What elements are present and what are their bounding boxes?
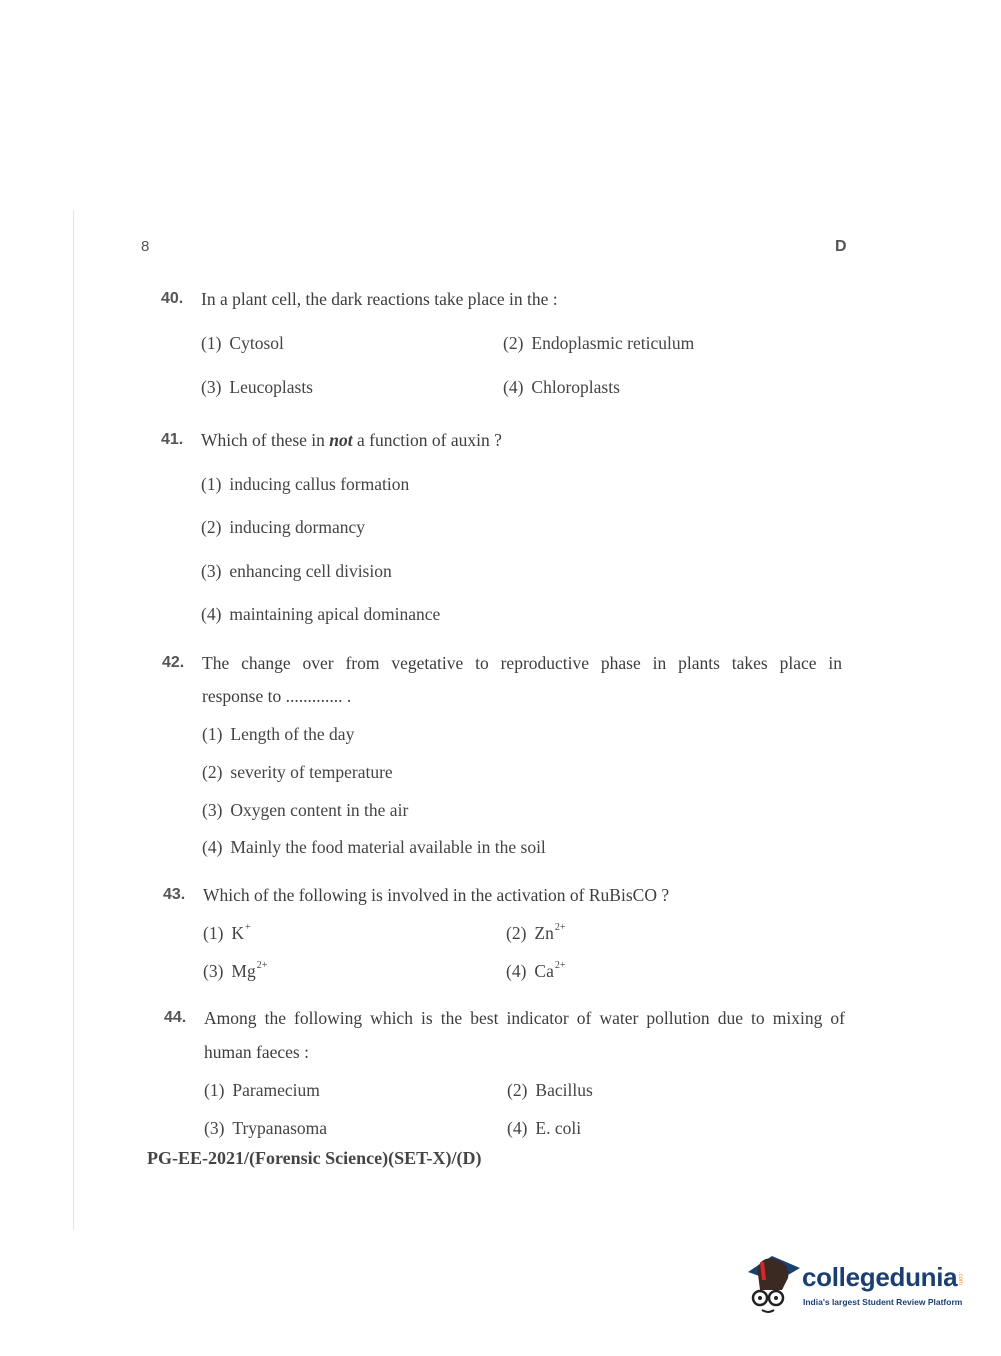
question-number: 44. [164,1009,187,1026]
option-charge: 2+ [554,960,566,971]
option-number: (3) [202,800,223,820]
option-1 [203,923,251,944]
option-charge: 2+ [256,960,268,971]
question-text-before: Which of these in [201,430,330,450]
option-text: Bacillus [535,1080,593,1100]
option-formula: Zn [534,923,554,943]
page-margin-line [73,210,74,1230]
option-3 [201,561,392,582]
option-2 [506,923,566,944]
option-4 [202,837,546,858]
option-text: inducing callus formation [229,474,410,494]
logo-brand-name: collegedunia [802,1262,958,1292]
option-1 [202,724,354,745]
set-code: D [835,238,847,255]
option-charge: 2+ [554,922,566,933]
collegedunia-logo [742,1250,972,1320]
option-3 [201,377,313,398]
option-number: (1) [201,474,222,494]
logo-tagline: India's largest Student Review Platform [803,1297,963,1307]
option-1 [201,333,284,354]
option-formula: K [231,923,245,943]
option-number: (1) [201,333,222,353]
logo-domain: .com [957,1272,963,1286]
mascot-icon [742,1250,804,1320]
footer-paper-code: PG-EE-2021/(Forensic Science)(SET-X)/(D) [147,1148,482,1168]
option-number: (1) [203,923,224,943]
option-number: (2) [503,333,524,353]
option-3 [202,800,408,821]
question-number: 41. [161,431,184,448]
option-text: Cytosol [229,333,284,353]
option-number: (3) [203,961,224,981]
option-number: (1) [204,1080,225,1100]
option-number: (4) [503,377,524,397]
option-3 [204,1118,327,1139]
option-formula: Mg [231,961,256,981]
question-text-line-1: The change over from vegetative to reproductive phase in plants takes place in [202,653,842,673]
question-text: Which of the following is involved in the activation of RuBisCO ? [203,885,670,905]
option-text: inducing dormancy [229,517,365,537]
option-number: (1) [202,724,223,744]
option-2 [201,517,365,538]
option-text: Chloroplasts [531,377,620,397]
option-text: Oxygen content in the air [230,800,409,820]
option-text: Leucoplasts [229,377,313,397]
option-number: (4) [202,837,223,857]
option-4 [503,377,620,398]
question-text-line-1: Among the following which is the best indicator of water pollution due to mixing of [204,1008,845,1028]
question-text-line-2: human faeces : [204,1042,309,1062]
option-4 [506,961,566,982]
question-number: 43. [163,886,186,903]
question-number: 42. [162,654,185,671]
question-text-line-2: response to ............. . [202,686,352,706]
option-number: (2) [506,923,527,943]
question-text-emphasis: not [329,430,353,450]
option-4 [201,604,440,625]
option-text: severity of temperature [230,762,393,782]
option-number: (3) [204,1118,225,1138]
option-number: (4) [201,604,222,624]
option-number: (4) [507,1118,528,1138]
option-text: enhancing cell division [229,561,392,581]
question-text: In a plant cell, the dark reactions take place in the : [201,289,558,309]
option-number: (4) [506,961,527,981]
option-charge: + [245,922,251,933]
question-number: 40. [161,290,184,307]
option-3 [203,961,267,982]
question-text [201,430,502,451]
option-2 [503,333,694,354]
option-text: Mainly the food material available in the soil [230,837,546,857]
page-number: 8 [141,238,150,255]
option-text: Paramecium [232,1080,320,1100]
option-text: maintaining apical dominance [229,604,441,624]
option-1 [204,1080,320,1101]
option-text: E. coli [535,1118,582,1138]
option-2 [507,1080,593,1101]
option-number: (2) [202,762,223,782]
option-number: (3) [201,377,222,397]
option-text: Trypanasoma [232,1118,328,1138]
option-2 [202,762,393,783]
option-1 [201,474,409,495]
option-text: Endoplasmic reticulum [531,333,695,353]
option-number: (3) [201,561,222,581]
option-number: (2) [507,1080,528,1100]
option-formula: Ca [534,961,554,981]
option-4 [507,1118,581,1139]
question-text-after: a function of auxin ? [352,430,502,450]
option-text: Length of the day [230,724,355,744]
option-number: (2) [201,517,222,537]
